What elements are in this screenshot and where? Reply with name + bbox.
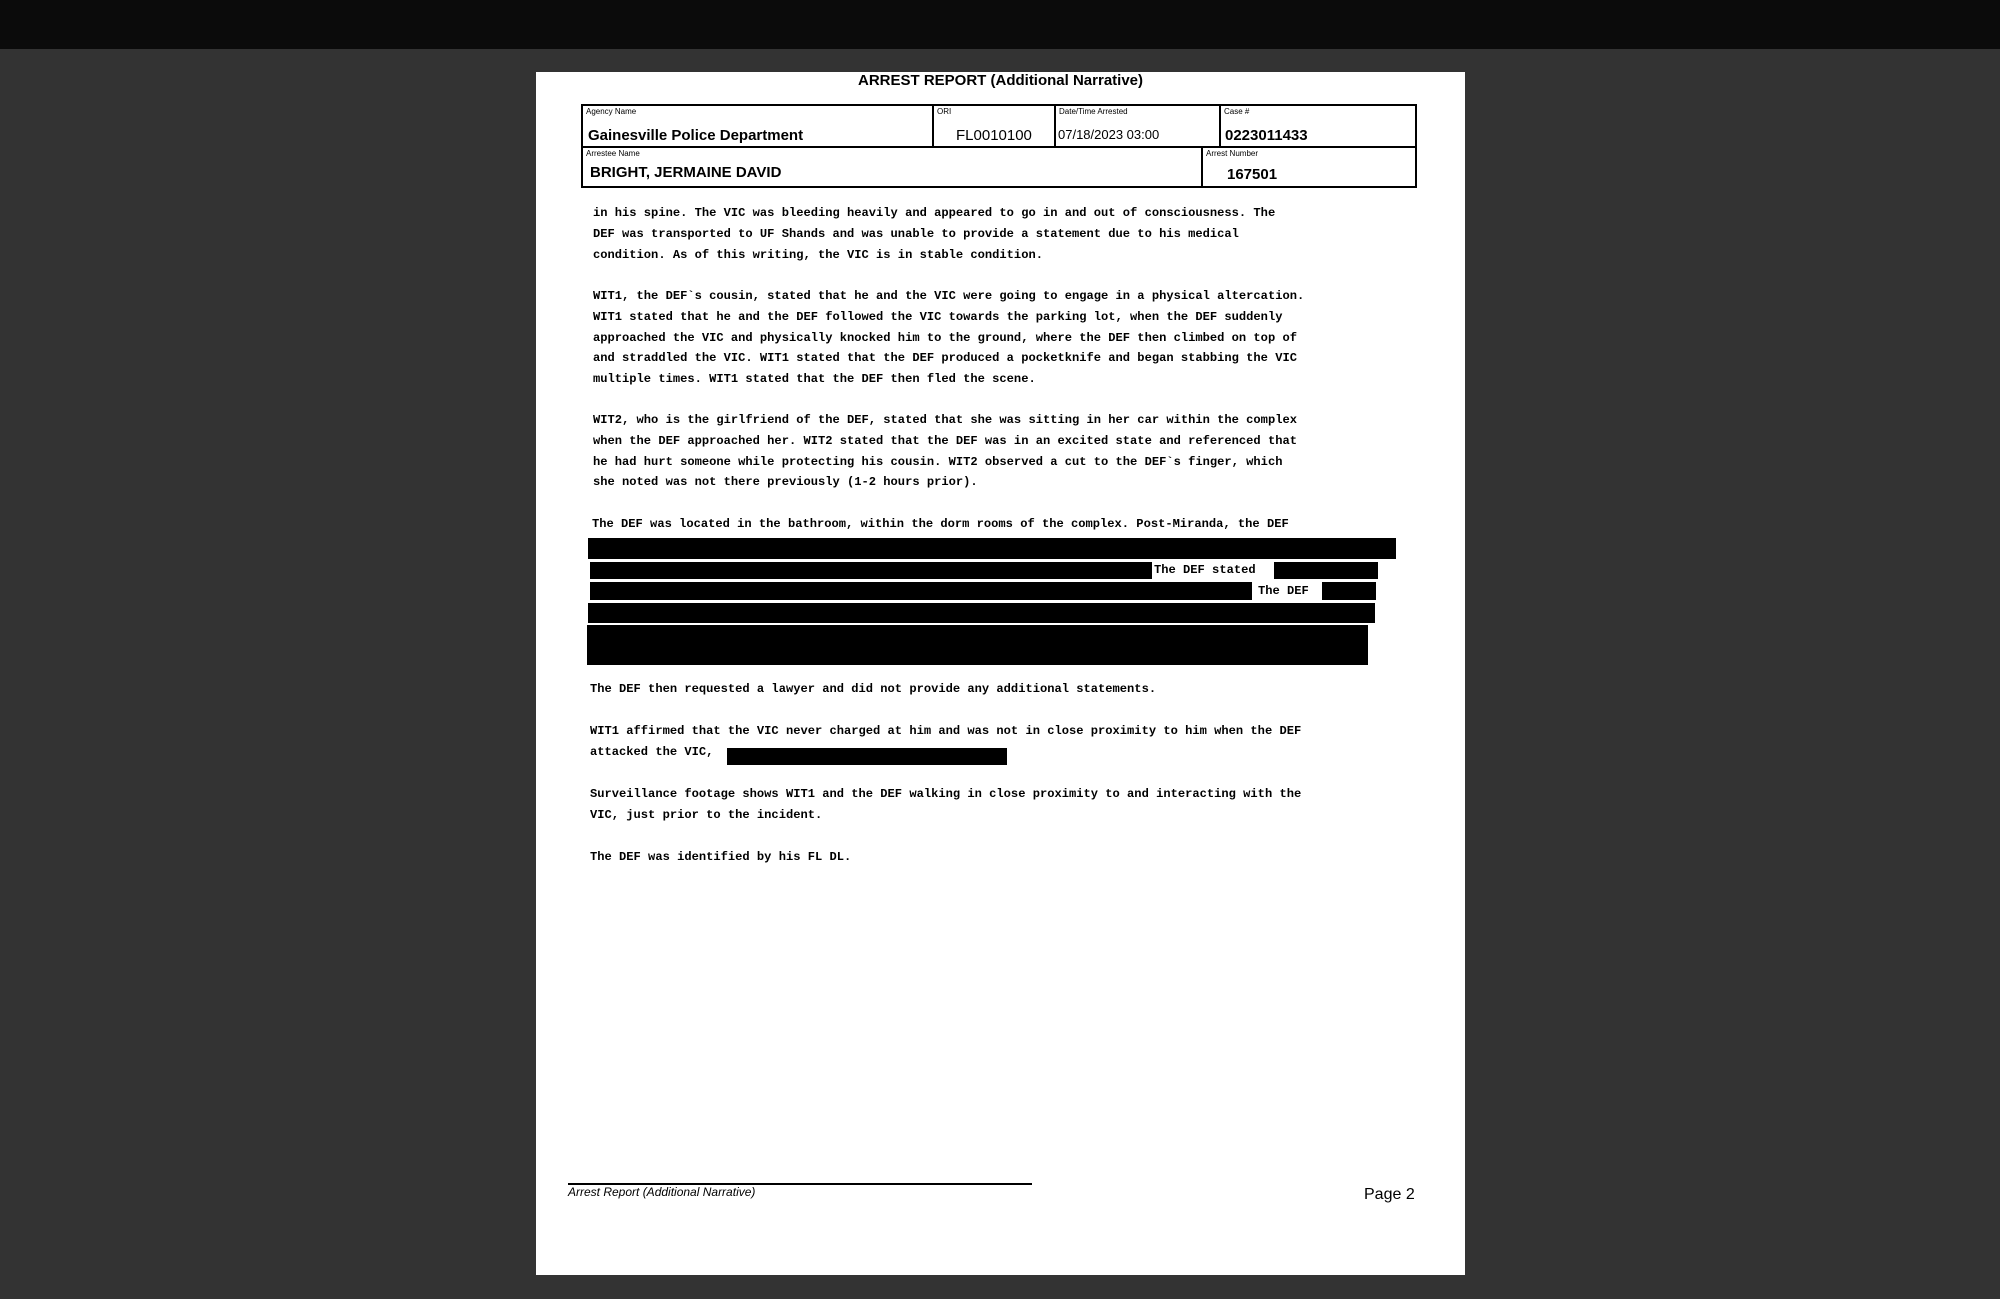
narrative-line: The DEF was identified by his FL DL. [590, 850, 852, 864]
arrest-number-cell [1203, 148, 1415, 186]
date-cell [1056, 106, 1219, 146]
redaction-bar [588, 603, 1375, 623]
agency-value: Gainesville Police Department [588, 127, 804, 144]
narrative-paragraph-1 [593, 203, 1423, 265]
narrative-paragraph-4 [592, 514, 1422, 535]
narrative-paragraph-7 [590, 784, 1420, 826]
narrative-paragraph-8 [590, 847, 1420, 868]
ori-value: FL0010100 [956, 127, 1032, 144]
redaction-bar [590, 582, 1252, 600]
narrative-line: WIT2, who is the girlfriend of the DEF, stated that she was sitting in her car within the complex [593, 413, 1297, 427]
narrative-line: WIT1, the DEF`s cousin, stated that he and the VIC were going to engage in a physical altercation. [593, 289, 1305, 303]
narrative-line: approached the VIC and physically knocked him to the ground, where the DEF then climbed on top of [593, 330, 1297, 345]
redaction-bar [1322, 582, 1376, 600]
redaction-bar [1274, 562, 1378, 579]
ori-label: ORI [937, 107, 952, 116]
redaction-bar [588, 538, 1396, 559]
arrest-number-value: 167501 [1227, 166, 1278, 183]
redaction-gap-text: The DEF [1258, 584, 1309, 598]
arrestee-value: BRIGHT, JERMAINE DAVID [590, 164, 782, 181]
arrest-number-label: Arrest Number [1206, 149, 1259, 158]
arrestee-label: Arrestee Name [586, 149, 640, 158]
narrative-line: WIT1 affirmed that the VIC never charged at him and was not in close proximity to him when the DEF [590, 724, 1302, 738]
date-label: Date/Time Arrested [1059, 107, 1128, 116]
narrative-line: WIT1 stated that he and the DEF followed the VIC towards the parking lot, when the DEF suddenly [593, 309, 1283, 324]
narrative-line: he had hurt someone while protecting his cousin. WIT2 observed a cut to the DEF`s finger, which [593, 454, 1283, 469]
case-value: 0223011433 [1225, 127, 1308, 144]
arrestee-cell [583, 148, 1201, 186]
narrative-line: condition. As of this writing, the VIC is in stable condition. [593, 247, 1043, 262]
header-table [581, 104, 1417, 188]
agency-cell [583, 106, 932, 146]
narrative-line: multiple times. WIT1 stated that the DEF then fled the scene. [593, 372, 1036, 387]
narrative-paragraph-3 [593, 410, 1423, 493]
redaction-bar [590, 562, 1152, 579]
date-value: 07/18/2023 03:00 [1058, 127, 1160, 142]
redaction-bar [587, 625, 1368, 665]
narrative-line: The DEF was located in the bathroom, within the dorm rooms of the complex. Post-Miranda, the DEF [592, 517, 1289, 531]
narrative-paragraph-5 [590, 679, 1420, 700]
footer-doc-title: Arrest Report (Additional Narrative) [568, 1185, 756, 1199]
narrative-line: when the DEF approached her. WIT2 stated that the DEF was in an excited state and referenced that [593, 433, 1297, 448]
narrative-line: and straddled the VIC. WIT1 stated that the DEF produced a pocketknife and began stabbing the VIC [593, 351, 1297, 366]
narrative-line: Surveillance footage shows WIT1 and the DEF walking in close proximity to and interacting with the [590, 787, 1302, 801]
document-page [536, 72, 1465, 1275]
narrative-line: The DEF then requested a lawyer and did not provide any additional statements. [590, 682, 1157, 696]
viewer-top-bar [0, 0, 2000, 49]
redaction-gap-text: The DEF stated [1154, 563, 1256, 577]
narrative-line: attacked the VIC, [590, 744, 714, 759]
narrative-line: she noted was not there previously (1-2 hours prior). [593, 475, 978, 490]
narrative-line: in his spine. The VIC was bleeding heavily and appeared to go in and out of consciousness. The [593, 206, 1276, 220]
agency-label: Agency Name [586, 107, 637, 116]
page-number: Page 2 [1364, 1186, 1415, 1203]
narrative-paragraph-2 [593, 286, 1423, 390]
report-title: ARREST REPORT (Additional Narrative) [857, 72, 1144, 89]
narrative-line: DEF was transported to UF Shands and was unable to provide a statement due to his medical [593, 226, 1239, 241]
narrative-line: VIC, just prior to the incident. [590, 807, 823, 822]
redaction-bar [727, 748, 1007, 765]
case-label: Case # [1224, 107, 1250, 116]
ori-cell [934, 106, 1054, 146]
case-cell [1221, 106, 1415, 146]
